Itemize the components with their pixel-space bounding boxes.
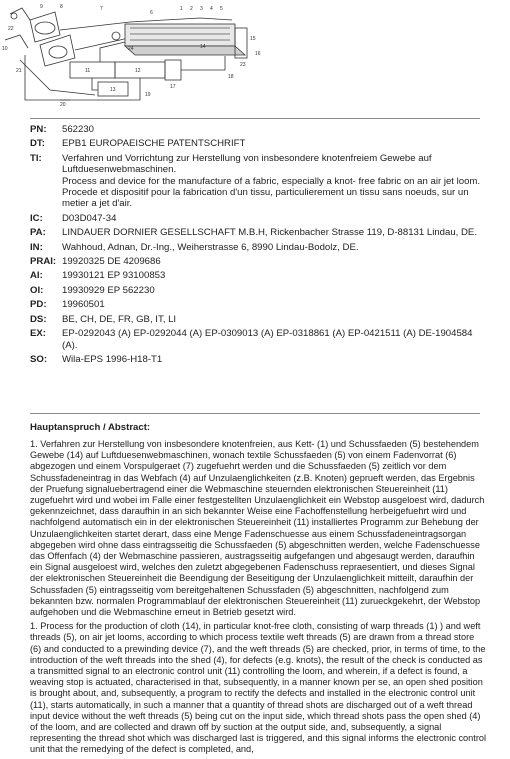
field-value [62, 153, 490, 210]
field-value: D03D047-34 [62, 212, 117, 224]
field-pd [30, 299, 490, 310]
thread-store-shape [30, 12, 60, 42]
field-ds [30, 314, 490, 325]
drawing-label: 16 [255, 51, 261, 57]
field-value: Wila-EPS 1996-H18-T1 [62, 353, 163, 365]
field-pn [30, 124, 490, 135]
drawing-label: 11 [85, 68, 91, 74]
drawing-label: 24 [128, 46, 134, 52]
field-label: TI: [30, 152, 42, 164]
field-ai [30, 270, 490, 281]
drawing-label: 8 [60, 4, 63, 10]
drawing-label: 23 [240, 62, 246, 68]
drawing-label: 22 [8, 26, 14, 32]
field-ic [30, 213, 490, 224]
drawing-label: 15 [250, 36, 256, 42]
drawing-label: 1 [180, 6, 183, 12]
field-oi [30, 285, 490, 296]
bibliographic-fields [30, 124, 490, 368]
field-in [30, 242, 490, 253]
field-value: 19960501 [62, 299, 105, 311]
field-label: EX: [30, 328, 46, 340]
field-ti [30, 153, 490, 210]
drawing-label: 4 [210, 6, 213, 12]
drawing-label: 21 [16, 68, 22, 74]
title-en: Process and device for the manufacture of a fabric, especially a knot- free fabric on an air jet loom. [62, 175, 481, 187]
field-value: EP-0292043 (A) EP-0292044 (A) EP-0309013 (A) EP-0318861 (A) EP-0421511 (A) DE-1904584 (A). [62, 328, 473, 351]
field-label: DT: [30, 138, 45, 150]
drawing-label: 19 [145, 92, 151, 98]
drawing-label: 9 [40, 4, 43, 10]
field-value: Wahhoud, Adnan, Dr.-Ing., Weiherstrasse 6, 8990 Lindau-Bodolz, DE. [62, 241, 359, 253]
drawing-label: 5 [220, 6, 223, 12]
drawing-label: 13 [110, 87, 116, 93]
drawing-label: 3 [200, 6, 203, 12]
field-ex [30, 328, 490, 351]
abstract-en: 1. Process for the production of cloth (14), in particular knot-free cloth, consisting of warp threads (1) ) and weft threads (5), on air jet looms, according to which process textile weft threads (5) are drawn from a thread store (6) and conducted to a prewinding device (7), and the weft threads (5) are checked, prior, in terms of time, to the introduction of the weft threads into the shed (4), for defects (e.g. knots), the result of the check is conducted as a transmitted signal to an electronic control unit (11) controlling the loom, and wherein, if a defect is found, a weaving stop is actuated, characterised in that, subsequently, in a manner known per se, an open shed position is brought about, and, subsequently, a program to rectify the defects and installed in the electronic control unit (11), starts automatically, in such a manner that a quantity of thread shots are discharged out of a weft thread input device without the weft threads (5) being cut on the input side, which thread shots pass the open shed (4) of the loom, and are collected and drawn off by suction at the output side, and, subsequently, a signal representing the thread shot which was discharged last is triggered, and this signal informs the electronic control unit that the remedying of the defect is completed, and, [30, 621, 487, 755]
field-so [30, 354, 490, 365]
drawing-label: 20 [60, 102, 66, 108]
field-pa [30, 227, 490, 238]
drawing-label: 10 [2, 46, 8, 52]
field-label: PD: [30, 299, 47, 311]
field-label: PN: [30, 124, 47, 135]
field-value: 19930121 EP 93100853 [62, 270, 166, 282]
field-label: SO: [30, 353, 48, 365]
field-value: BE, CH, DE, FR, GB, IT, LI [62, 313, 177, 325]
abstract-heading: Hauptanspruch / Abstract: [30, 422, 151, 433]
field-label: IC: [30, 212, 43, 224]
field-label: DS: [30, 313, 47, 325]
field-value: EPB1 EUROPAEISCHE PATENTSCHRIFT [62, 138, 246, 150]
divider-bottom [30, 413, 480, 414]
field-value: 19920325 DE 4209686 [62, 256, 161, 268]
field-dt [30, 138, 490, 149]
field-value: 562230 [62, 124, 95, 135]
drawing-label: 7 [100, 6, 103, 12]
title-fr: Procede et dispositif pour la fabrication d'un tissu, particulierement un tissu sans noeuds, sur un metier a jet d'air. [62, 187, 469, 210]
field-value: 19930929 EP 562230 [62, 284, 155, 296]
field-label: PRAI: [30, 256, 57, 268]
divider-top [30, 118, 480, 119]
drawing-label: 2 [190, 6, 193, 12]
field-prai [30, 256, 490, 267]
field-label: AI: [30, 270, 43, 282]
field-label: IN: [30, 241, 43, 253]
abstract-body [30, 439, 488, 759]
drawing-label: 6 [150, 10, 153, 16]
abstract-de: 1. Verfahren zur Herstellung von insbesondere knotenfreien, aus Kett- (1) und Schussfaeden (5) bestehendem Gewebe (14) auf Luftduesenwebmaschinen, wonach textile Schussfaeden (5) von einem Fadenvorrat (6) abgezogen und einem Vorspulgeraet (7) zugefuehrt werden und die Schussfaeden (5) zeitlich vor dem Schussfadeneintrag in das Webfach (4) auf Unzulaenglichkeiten (z.B. Knoten) geprueft werden, das Ergebnis der Pruefung signaluebertragend einer die Webmaschine steuernden elektronischen Steuereinheit (11) zugefuehrt wird und wobei im Falle einer festgestellten Unzulaenglichkeit ein Webstop ausgeloest wird, dadurch gekennzeichnet, dass daraufhin in an sich bekannter Weise eine Fachoffenstellung herbeigefuehrt wird und nachfolgend automatisch ein in der elektronischen Steuereinheit (11) installiertes Programm zur Behebung der Unzulaenglichkeiten startet derart, dass eine Menge Fadenschuesse aus einem Schussfadeneintragsorgan abgegeben wird ohne dass eintragsseitig die Schussfaeden (5) abgeschnitten werden, welche Fadenschuesse das Offenfach (4) der Webmaschine passieren, austragsseitig aufgefangen und abgesaugt werden, daraufhin ein Signal ausgeloest wird, welches den zuletzt abgegebenen Fadenschuss repraesentiert, und dieses Signal der elektronischen Steuereinheit die Beendigung der Beseitigung der Unzulaenglichkeit mitteilt, daraufhin der Schussfaden (5) eintragsseitig vom bereitgehaltenen Schussfaden (5) abgeschnitten, nachfolgend zum bekannten bzw. normalen Programmablauf der elektronischen Steuereinheit (11) zurueckgekehrt, der Webstop aufgehoben und die Webmaschine erneut in Betrieb gesetzt wird. [30, 439, 485, 618]
patent-drawing [0, 0, 270, 115]
title-de: Verfahren und Vorrichtung zur Herstellung von insbesondere knotenfreiem Gewebe auf Luftduesenwebmaschinen. [62, 152, 432, 176]
field-value: LINDAUER DORNIER GESELLSCHAFT M.B.H, Rickenbacher Strasse 119, D-88131 Lindau, DE. [62, 227, 477, 239]
drawing-label: 17 [170, 84, 176, 90]
field-label: OI: [30, 284, 44, 296]
drawing-label: 12 [135, 68, 141, 74]
drawing-label: 14 [200, 44, 206, 50]
field-label: PA: [30, 227, 46, 239]
drawing-label: 18 [228, 74, 234, 80]
